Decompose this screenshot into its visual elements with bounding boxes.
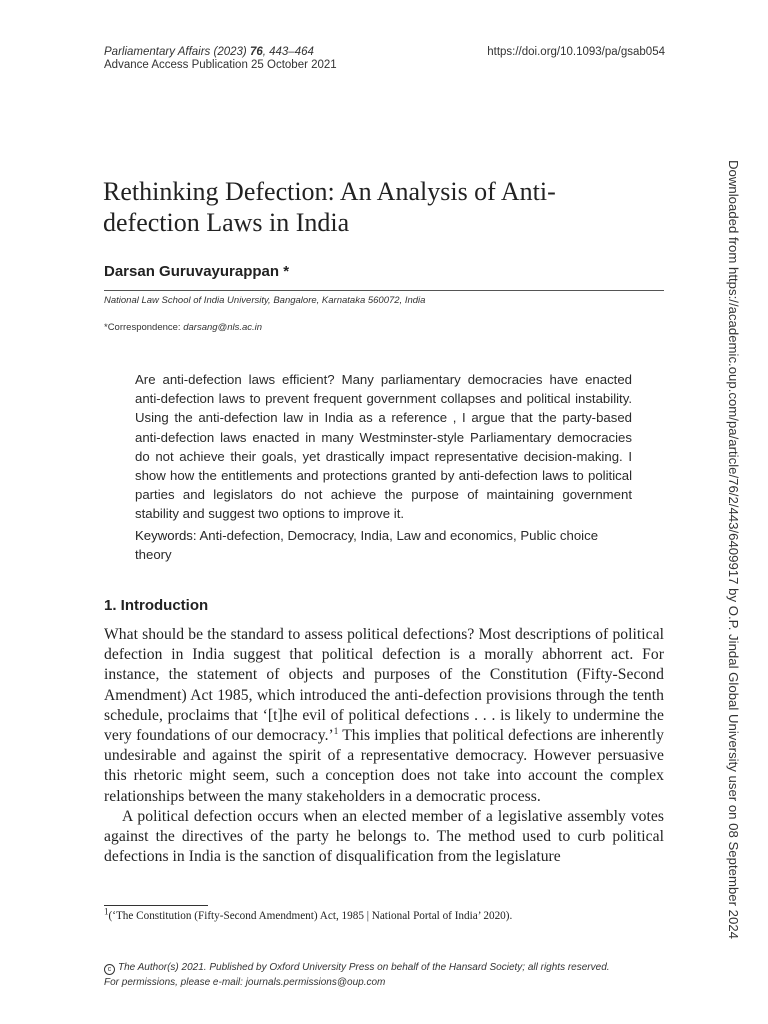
correspondence-label: *Correspondence: — [104, 322, 184, 333]
copyright-line — [104, 960, 610, 975]
footnote-text: (‘The Constitution (Fifty-Second Amendment) Act, 1985 | National Portal of India’ 2020). — [108, 910, 513, 922]
body-text — [104, 625, 664, 867]
citation-line — [104, 46, 337, 59]
paragraph-1 — [104, 625, 664, 807]
journal-citation: Parliamentary Affairs (2023) — [104, 46, 250, 58]
paragraph-2: A political defection occurs when an elected member of a legislative assembly votes against the directives of the party he belongs to. The method used to curb political defections in India is the sanction of disqualification from the legislature — [104, 807, 664, 866]
footnote — [104, 906, 513, 922]
download-stamp-text: Downloaded from https://academic.oup.com/pa/article/76/2/443/6409917 by O.P. Jindal Global University user on 08 September 2024 — [726, 160, 741, 940]
copyright-icon: c — [104, 964, 115, 975]
keywords-label: Keywords: — [135, 528, 200, 543]
doi-link[interactable]: https://doi.org/10.1093/pa/gsab054 — [487, 46, 665, 58]
volume-number: 76 — [249, 46, 263, 58]
article-title: Rethinking Defection: An Analysis of Anti-defection Laws in India — [103, 177, 556, 237]
footnote-ref[interactable]: 1 — [333, 725, 339, 736]
footnote-divider — [104, 905, 208, 906]
keywords — [135, 526, 632, 564]
author-name: Darsan Guruvayurappan * — [104, 263, 290, 280]
section-heading: 1. Introduction — [104, 597, 209, 614]
author-affiliation: National Law School of India University, Bangalore, Karnataka 560072, India — [104, 295, 426, 306]
correspondence-email[interactable]: darsang@nls.ac.in — [183, 322, 263, 333]
footnote-marker: 1 — [104, 906, 109, 917]
download-stamp — [723, 160, 743, 940]
permissions-line: For permissions, please e-mail: journals.permissions@oup.com — [104, 977, 386, 988]
journal-header — [104, 46, 337, 72]
correspondence — [104, 322, 262, 333]
copyright — [104, 960, 610, 990]
title-divider — [104, 290, 664, 291]
page-range: , 443–464 — [262, 46, 314, 58]
keywords-list: Anti-defection, Democracy, India, Law and economics, Public choice theory — [135, 528, 599, 563]
copyright-text: The Author(s) 2021. Published by Oxford University Press on behalf of the Hansard Society; all rights reserved. — [118, 962, 610, 973]
advance-access-line: Advance Access Publication 25 October 2021 — [104, 59, 337, 71]
abstract: Are anti-defection laws efficient? Many parliamentary democracies have enacted anti-defection laws to prevent frequent government collapses and political instability. Using the anti-defection law in India as a reference , I argue that the party-based anti-defection laws enacted in many Westminster-style Parliamentary democracies do not achieve their goals, yet drastically impact representative decision-making. I show how the entitlements and protections granted by anti-defection laws to political parties and legislators do not achieve the purpose of maintaining government stability and suggest two options to improve it. — [135, 372, 632, 522]
paragraph-1-a: What should be the standard to assess political defections? Most descriptions of political defection in India suggest that political defection is a morally abhorrent act. For instance, the statement of objects and purposes of the Constitution (Fifty-Second Amendment) Act 1985, which introduced the anti-defection provisions through the tenth schedule, proclaims that ‘[t]he evil of political defections . . . is likely to undermine the very foundations of our democracy.’ — [104, 626, 664, 745]
paragraph-1-b: This implies that political defections are inherently undesirable and against the spirit of a representative democracy. However persuasive this rhetoric might seem, such a conception does not take into account the complex relationships between the many stakeholders in a democratic process. — [104, 727, 664, 805]
